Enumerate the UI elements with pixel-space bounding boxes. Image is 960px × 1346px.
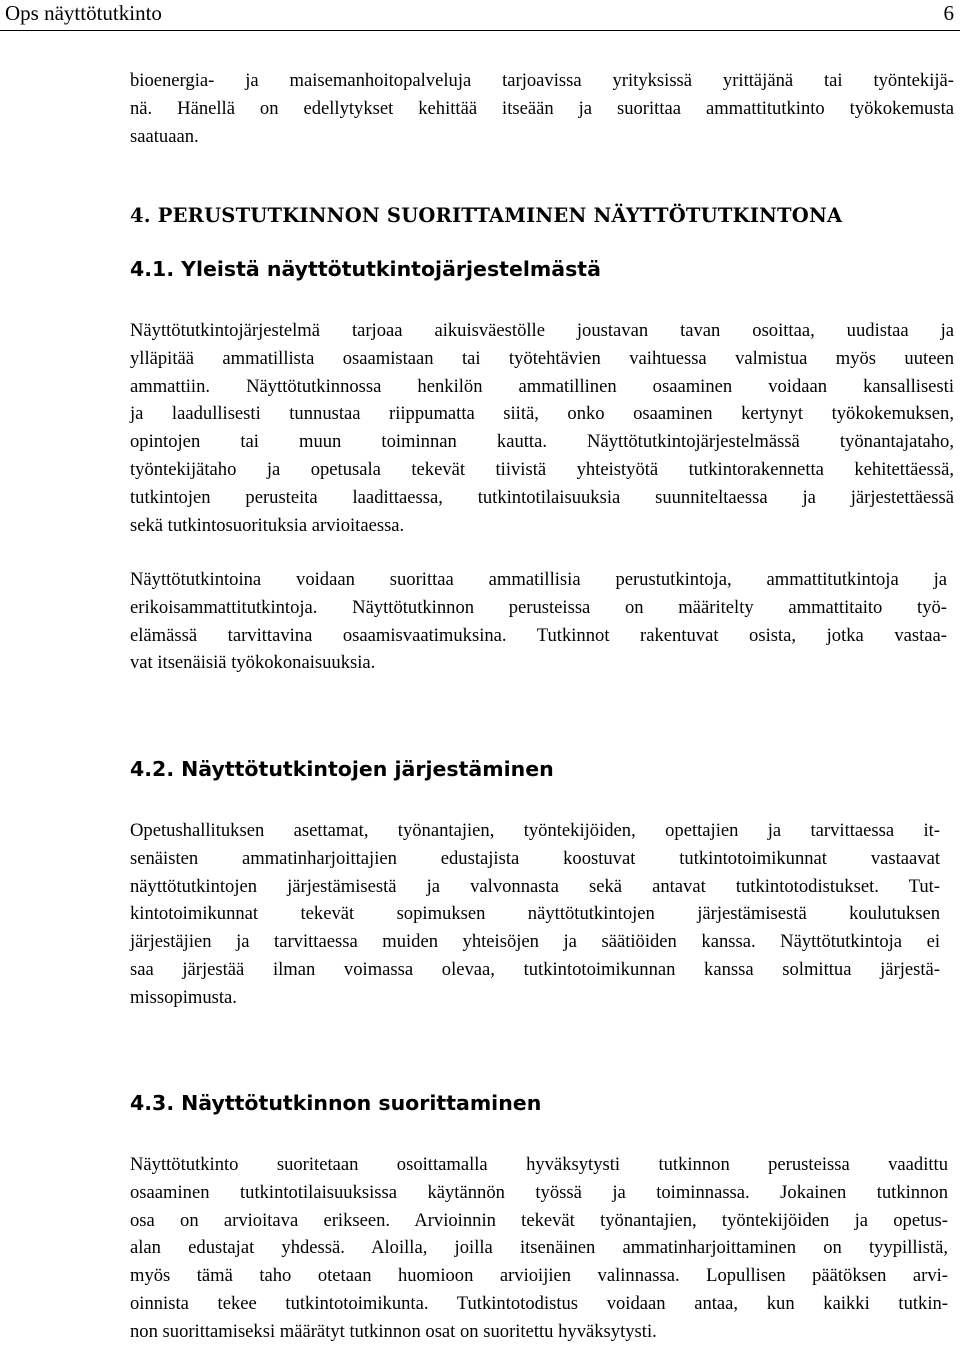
running-header xyxy=(0,0,960,31)
section-4-1-heading xyxy=(130,257,601,281)
text-line: vat itsenäisiä työkokonaisuuksia. xyxy=(130,652,376,674)
text-line: ammattiin. Näyttötutkinnossa henkilön ammatillinen osaaminen voidaan kansallisesti xyxy=(130,375,954,397)
text-line: Näyttötutkintoina voidaan suorittaa ammatillisia perustutkintoja, ammattitutkintoja ja xyxy=(130,569,947,590)
section-number: 4.2. xyxy=(130,757,175,781)
text-line: sekä tutkintosuorituksia arvioitaessa. xyxy=(130,514,405,536)
text-line: saatuaan. xyxy=(130,125,199,147)
text-line: Näyttötutkinto suoritetaan osoittamalla hyväksytysti tutkinnon perusteissa vaadittu xyxy=(130,1154,948,1175)
text-line: bioenergia- ja maisemanhoitopalveluja tarjoavissa yrityksissä yrittäjänä tai työntekijä- xyxy=(130,70,954,91)
text-line: ylläpitää ammatillista osaamistaan tai työtehtävien vaihtuessa valmistua myös uuteen xyxy=(130,347,954,369)
text-line: missopimusta. xyxy=(130,986,237,1008)
section-4-3-heading xyxy=(130,1091,541,1115)
text-line: myös tämä taho otetaan huomioon arvioijien valinnassa. Lopullisen päätöksen arvi- xyxy=(130,1265,948,1287)
section-4-heading: 4. PERUSTUTKINNON SUORITTAMINEN NÄYTTÖTUTKINTONA xyxy=(130,204,843,227)
text-line: ja laadullisesti tunnustaa riippumatta siitä, onko osaaminen kertynyt työkokemuksen, xyxy=(130,403,954,425)
text-line: nä. Hänellä on edellytykset kehittää itseään ja suorittaa ammattitutkinto työkokemusta xyxy=(130,97,954,119)
page-number: 6 xyxy=(943,1,954,25)
section-4-3-paragraph xyxy=(130,1151,948,1346)
text-line: erikoisammattitutkintoja. Näyttötutkinnon perusteissa on määritelty ammattitaito työ- xyxy=(130,596,947,618)
section-title: Yleistä näyttötutkintojärjestelmästä xyxy=(181,257,601,281)
text-line: alan edustajat yhdessä. Aloilla, joilla itsenäinen ammatinharjoittaminen on tyypillistä, xyxy=(130,1237,948,1259)
text-line: näyttötutkintojen järjestämisestä ja valvonnasta sekä antavat tutkintotodistukset. Tut- xyxy=(130,875,940,897)
text-line: non suorittamiseksi määrätyt tutkinnon osat on suoritettu hyväksytysti. xyxy=(130,1320,657,1342)
intro-paragraph xyxy=(130,67,954,150)
text-line: kintotoimikunnat tekevät sopimuksen näyttötutkintojen järjestämisestä koulutuksen xyxy=(130,903,940,925)
section-4-1-paragraph-1 xyxy=(130,317,954,539)
section-title: Näyttötutkintojen järjestäminen xyxy=(181,757,554,781)
text-line: Opetushallituksen asettamat, työnantajien, työntekijöiden, opettajien ja tarvittaessa it- xyxy=(130,820,940,841)
text-line: opintojen tai muun toiminnan kautta. Näyttötutkintojärjestelmässä työnantajataho, xyxy=(130,431,954,453)
section-4-2-heading xyxy=(130,757,554,781)
document-title: Ops näyttötutkinto xyxy=(5,1,162,25)
section-4-1-paragraph-2 xyxy=(130,566,947,677)
text-line: osa on arvioitava erikseen. Arvioinnin tekevät työnantajien, työntekijöiden ja opetus- xyxy=(130,1209,948,1231)
text-line: saa järjestää ilman voimassa olevaa, tutkintotoimikunnan kanssa solmittua järjestä- xyxy=(130,958,940,980)
text-line: tutkintojen perusteita laadittaessa, tutkintotilaisuuksia suunniteltaessa ja järjestettäessä xyxy=(130,486,954,508)
text-line: oinnista tekee tutkintotoimikunta. Tutkintotodistus voidaan antaa, kun kaikki tutkin- xyxy=(130,1292,948,1314)
text-line: osaaminen tutkintotilaisuuksissa käytännön työssä ja toiminnassa. Jokainen tutkinnon xyxy=(130,1181,948,1203)
section-4-2-paragraph xyxy=(130,817,940,1012)
section-number: 4.3. xyxy=(130,1091,175,1115)
section-title: Näyttötutkinnon suorittaminen xyxy=(181,1091,542,1115)
section-number: 4.1. xyxy=(130,257,175,281)
text-line: elämässä tarvittavina osaamisvaatimuksina. Tutkinnot rakentuvat osista, jotka vastaa- xyxy=(130,624,947,646)
text-line: senäisten ammatinharjoittajien edustajista koostuvat tutkintotoimikunnat vastaavat xyxy=(130,847,940,869)
text-line: työntekijätaho ja opetusala tekevät tiivistä yhteistyötä tutkintorakennetta kehitettäessä, xyxy=(130,458,954,480)
text-line: Näyttötutkintojärjestelmä tarjoaa aikuisväestölle joustavan tavan osoittaa, uudistaa ja xyxy=(130,320,954,341)
text-line: järjestäjien ja tarvittaessa muiden yhteisöjen ja säätiöiden kanssa. Näyttötutkintoja ei xyxy=(130,931,940,953)
